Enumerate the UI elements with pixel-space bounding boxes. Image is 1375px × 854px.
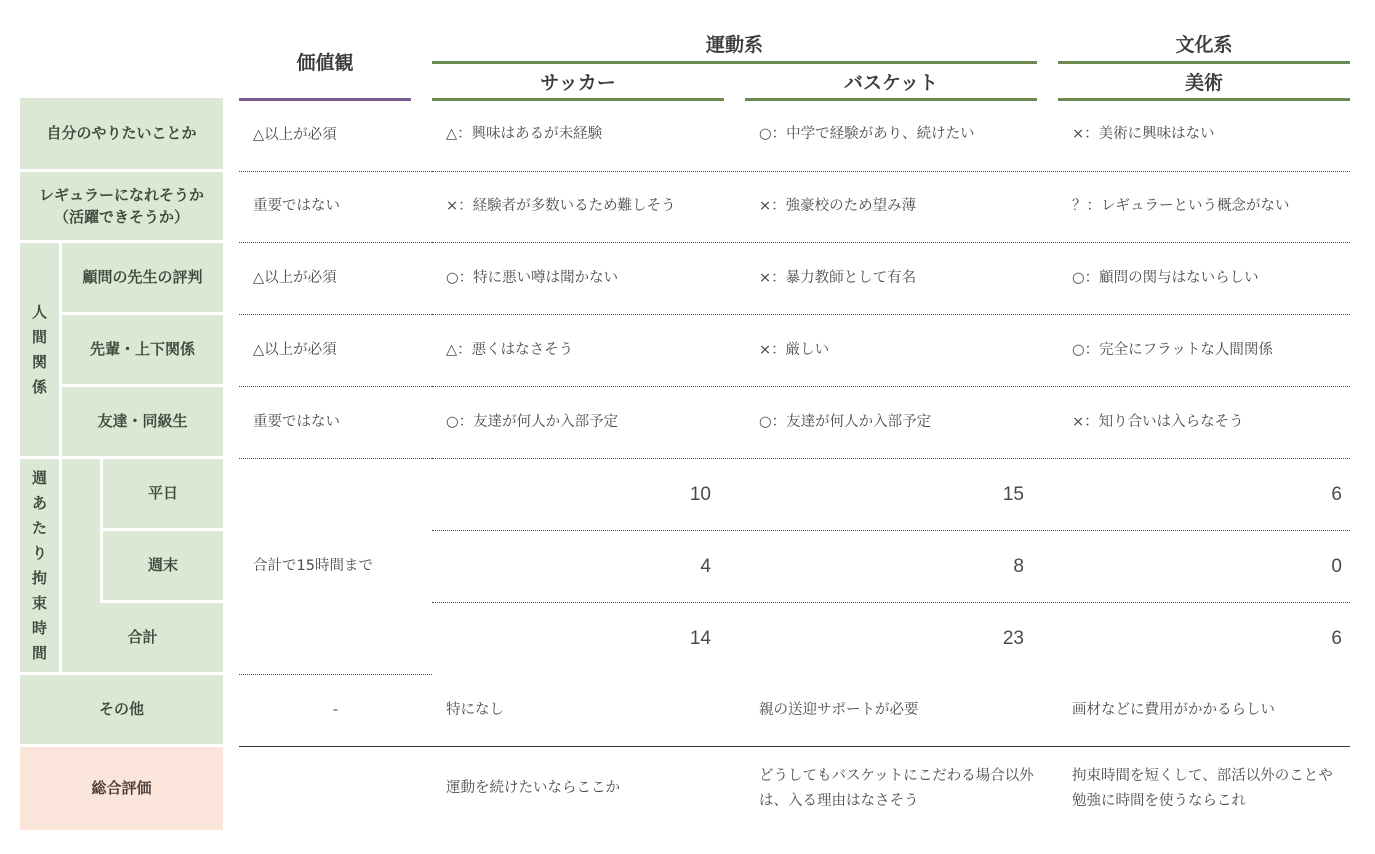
- cell-weekend-soccer: 4: [700, 555, 711, 577]
- header-club-basketball: バスケット: [745, 68, 1037, 101]
- label-hours-spacer: [62, 459, 100, 603]
- value-advisor: △以上が必須: [239, 243, 432, 315]
- cell-regular-basketball: ×：強豪校のため望み薄: [759, 198, 917, 215]
- cell-want-art: ×：美術に興味はない: [1072, 126, 1215, 143]
- header-values: [239, 44, 411, 101]
- value-other: -: [239, 675, 432, 747]
- label-friends: 友達・同級生: [62, 387, 223, 456]
- value-overall: [239, 747, 432, 830]
- label-want: 自分のやりたいことか: [20, 98, 223, 169]
- value-regular: 重要ではない: [239, 172, 432, 243]
- label-group-hours: 週 あ た り 拘 束 時 間: [20, 459, 59, 672]
- cell-friends-soccer: ○：友達が何人か入部予定: [446, 413, 619, 430]
- cell-weekday-soccer: 10: [689, 483, 711, 505]
- header-club-soccer: サッカー: [432, 68, 724, 101]
- value-friends: 重要ではない: [239, 387, 432, 459]
- header-group-culture: 文化系: [1058, 30, 1350, 64]
- cell-total-basketball: 23: [1002, 627, 1024, 649]
- cell-regular-soccer: ×：経験者が多数いるため難しそう: [446, 198, 676, 215]
- value-want: △以上が必須: [239, 101, 432, 172]
- label-weekday: 平日: [103, 459, 223, 528]
- cell-advisor-soccer: ○：特に悪い噂は聞かない: [446, 269, 619, 286]
- label-seniors: 先輩・上下関係: [62, 315, 223, 384]
- header-values-label: 価値観: [296, 52, 354, 74]
- cell-advisor-art: ○：顧問の関与はないらしい: [1072, 269, 1259, 286]
- cell-weekday-art: 6: [1331, 483, 1342, 505]
- cell-want-soccer: △：興味はあるが未経験: [446, 126, 603, 143]
- label-regular: レギュラーになれそうか （活躍できそうか）: [20, 172, 223, 240]
- cell-friends-art: ×：知り合いは入らなそう: [1072, 413, 1244, 430]
- cell-total-soccer: 14: [689, 627, 711, 649]
- cell-advisor-basketball: ×：暴力教師として有名: [759, 269, 917, 286]
- label-total: 合計: [62, 603, 223, 672]
- cell-weekday-basketball: 15: [1002, 483, 1024, 505]
- cell-seniors-basketball: ×：厳しい: [759, 341, 830, 358]
- label-other: その他: [20, 675, 223, 744]
- cell-total-art: 6: [1331, 627, 1342, 649]
- cell-other-soccer: 特になし: [446, 701, 504, 718]
- cell-seniors-art: ○：完全にフラットな人間関係: [1072, 341, 1273, 358]
- value-hours: 合計で15時間まで: [239, 459, 432, 675]
- cell-weekend-basketball: 8: [1013, 555, 1024, 577]
- cell-other-art: 画材などに費用がかかるらしい: [1072, 701, 1275, 718]
- value-seniors: △以上が必須: [239, 315, 432, 387]
- header-group-sports: 運動系: [432, 30, 1037, 64]
- cell-friends-basketball: ○：友達が何人か入部予定: [759, 413, 932, 430]
- cell-overall-art: 拘束時間を短くして、部活以外のことや勉強に時間を使うならこれ: [1072, 767, 1333, 809]
- cell-regular-art: ？：レギュラーという概念がない: [1072, 198, 1290, 215]
- label-advisor: 顧問の先生の評判: [62, 243, 223, 312]
- header-club-art: 美術: [1058, 68, 1350, 101]
- label-group-relations: 人 間 関 係: [20, 243, 59, 456]
- label-weekend: 週末: [103, 531, 223, 600]
- cell-overall-soccer: 運動を続けたいならここか: [446, 780, 620, 797]
- cell-other-basketball: 親の送迎サポートが必要: [759, 701, 919, 718]
- cell-overall-basketball: どうしてもバスケットにこだわる場合以外は、入る理由はなさそう: [759, 767, 1034, 809]
- cell-weekend-art: 0: [1331, 555, 1342, 577]
- label-overall: 総合評価: [20, 747, 223, 830]
- cell-seniors-soccer: △：悪くはなさそう: [446, 341, 574, 358]
- cell-want-basketball: ○：中学で経験があり、続けたい: [759, 126, 975, 143]
